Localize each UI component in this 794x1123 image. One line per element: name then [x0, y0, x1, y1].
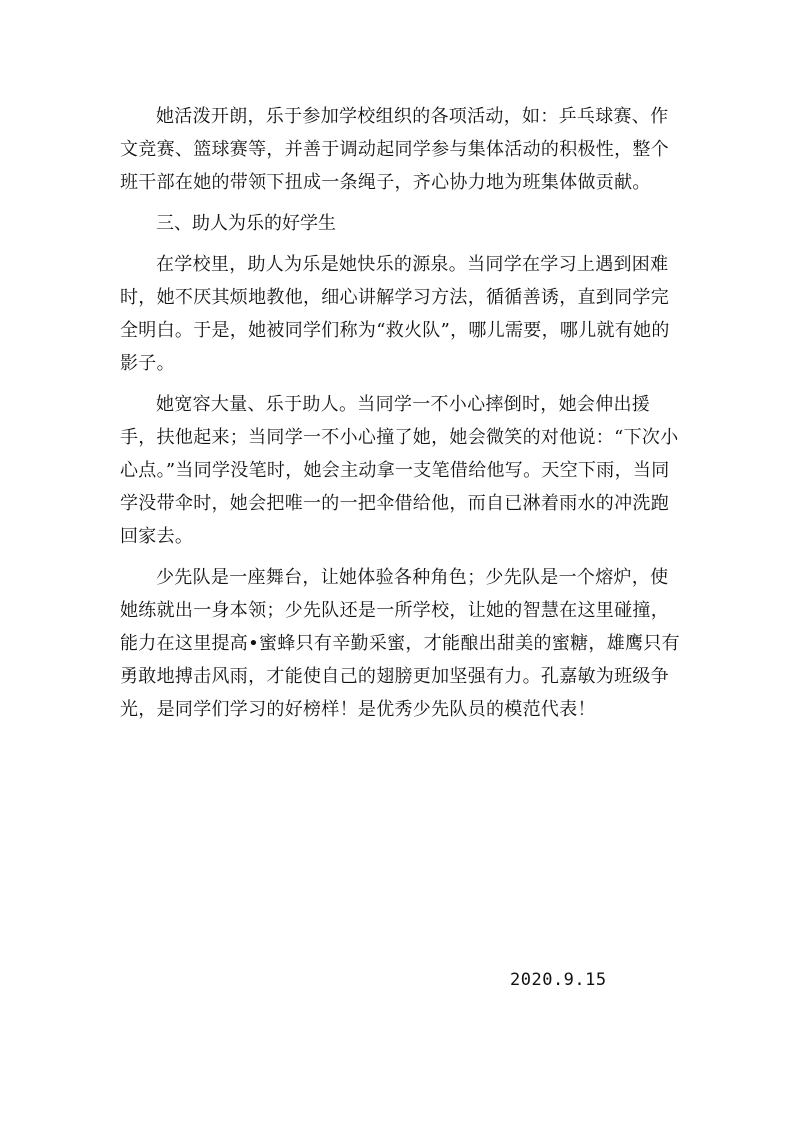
- paragraph-conclusion: 少先队是一座舞台，让她体验各种角色；少先队是一个熔炉，使她练就出一身本领；少先队还是一所学校，让她的智慧在这里碰撞，能力在这里提高•蜜蜂只有辛勤采蜜，才能酿出甜美的蜜糖，雄鹰只有勇敢地搏击风雨，才能使自己的翅膀更加坚强有力。孔嘉敏为班级争光，是同学们学习的好榜样！是优秀少先队员的模范代表！: [120, 567, 680, 720]
- section-heading: 三、助人为乐的好学生: [156, 213, 336, 234]
- paragraph-activities: 她活泼开朗，乐于参加学校组织的各项活动，如：乒乓球赛、作文竞赛、篮球赛等，并善于调动起同学参与集体活动的积极性，整个班干部在她的带领下扭成一条绳子，齐心协力地为班集体做贡献。: [120, 106, 669, 193]
- document-date: 2020.9.15: [510, 970, 607, 990]
- document-body: [120, 100, 680, 726]
- paragraph-kindness: 她宽容大量、乐于助人。当同学一不小心摔倒时，她会伸出援手，扶他起来；当同学一不小心撞了她，她会微笑的对他说：“下次小心点。”当同学没笔时，她会主动拿一支笔借给他写。天空下雨，当同学没带伞时，她会把唯一的一把伞借给他，而自已淋着雨水的冲洗跑回家去。: [120, 394, 679, 547]
- paragraph-helping-study: 在学校里，助人为乐是她快乐的源泉。当同学在学习上遇到困难时，她不厌其烦地教他，细心讲解学习方法，循循善诱，直到同学完全明白。于是，她被同学们称为“救火队”，哪儿需要，哪儿就有她的影子。: [120, 254, 670, 374]
